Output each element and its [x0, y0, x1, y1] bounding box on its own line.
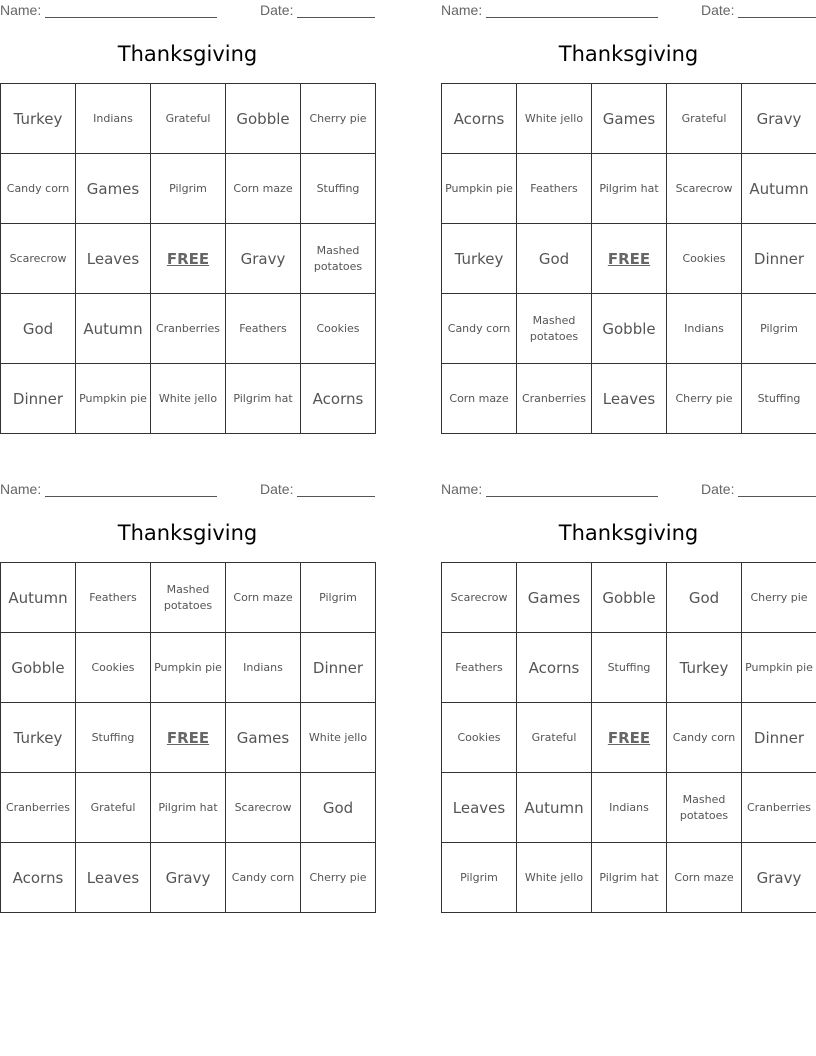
bingo-cell: White jello: [301, 703, 376, 773]
bingo-cell: Indians: [226, 633, 301, 703]
bingo-cell: Dinner: [742, 224, 816, 294]
bingo-cell: Gobble: [592, 563, 667, 633]
bingo-cell: Leaves: [76, 843, 151, 913]
date-label: Date:: [701, 2, 735, 18]
grid-row: [1, 563, 376, 633]
name-line: [486, 17, 658, 18]
bingo-cell: Gobble: [226, 84, 301, 154]
bingo-cell: Gravy: [742, 843, 816, 913]
grid-row: [1, 224, 376, 294]
grid-row: [1, 773, 376, 843]
date-label: Date:: [260, 2, 294, 18]
bingo-card: [0, 479, 375, 913]
grid-row: [442, 364, 816, 434]
bingo-cell: Turkey: [442, 224, 517, 294]
bingo-cell: Indians: [76, 84, 151, 154]
bingo-cell: Feathers: [226, 294, 301, 364]
bingo-cell: God: [1, 294, 76, 364]
bingo-cell: Pumpkin pie: [151, 633, 226, 703]
bingo-cell: God: [667, 563, 742, 633]
name-date-row: [441, 481, 816, 499]
bingo-cell: Pilgrim hat: [151, 773, 226, 843]
bingo-cell: Acorns: [517, 633, 592, 703]
bingo-cell: Turkey: [1, 84, 76, 154]
bingo-cell: Pilgrim hat: [226, 364, 301, 434]
name-date-row: [441, 2, 816, 20]
free-space: FREE: [592, 224, 667, 294]
bingo-cell: Grateful: [517, 703, 592, 773]
grid-row: [1, 364, 376, 434]
grid-row: [1, 703, 376, 773]
bingo-cell: Feathers: [76, 563, 151, 633]
date-line: [738, 17, 816, 18]
bingo-cell: Pilgrim hat: [592, 843, 667, 913]
bingo-cell: Stuffing: [592, 633, 667, 703]
bingo-cell: Pumpkin pie: [742, 633, 816, 703]
grid-row: [442, 563, 816, 633]
bingo-cell: Autumn: [1, 563, 76, 633]
free-space: FREE: [151, 703, 226, 773]
date-line: [738, 496, 816, 497]
card-title: Thanksgiving: [558, 42, 699, 66]
name-line: [486, 496, 658, 497]
bingo-card: [441, 0, 816, 434]
bingo-cell: Feathers: [442, 633, 517, 703]
date-line: [297, 496, 375, 497]
grid-row: [442, 84, 816, 154]
bingo-cell: Feathers: [517, 154, 592, 224]
bingo-cell: Gobble: [592, 294, 667, 364]
bingo-cell: Cranberries: [517, 364, 592, 434]
card-title: Thanksgiving: [558, 521, 699, 545]
card-title: Thanksgiving: [117, 42, 258, 66]
name-date-row: [0, 2, 375, 20]
bingo-cell: Candy corn: [1, 154, 76, 224]
bingo-cell: Acorns: [301, 364, 376, 434]
bingo-cell: Grateful: [151, 84, 226, 154]
bingo-card: [441, 479, 816, 913]
bingo-cell: Gravy: [226, 224, 301, 294]
bingo-cell: Corn maze: [226, 563, 301, 633]
bingo-cell: Pumpkin pie: [442, 154, 517, 224]
date-label: Date:: [701, 481, 735, 497]
bingo-cell: Corn maze: [226, 154, 301, 224]
name-label: Name:: [441, 481, 483, 497]
bingo-cell: Stuffing: [76, 703, 151, 773]
bingo-cell: Dinner: [1, 364, 76, 434]
bingo-cell: Cranberries: [1, 773, 76, 843]
bingo-cell: Dinner: [301, 633, 376, 703]
bingo-cell: Indians: [667, 294, 742, 364]
bingo-cell: Corn maze: [667, 843, 742, 913]
bingo-cell: Mashed potatoes: [301, 224, 376, 294]
bingo-cell: Pilgrim: [442, 843, 517, 913]
bingo-cell: Cherry pie: [742, 563, 816, 633]
bingo-cell: Acorns: [442, 84, 517, 154]
bingo-grid: [441, 562, 816, 913]
bingo-cell: Mashed potatoes: [151, 563, 226, 633]
bingo-cell: Stuffing: [301, 154, 376, 224]
bingo-cell: Candy corn: [226, 843, 301, 913]
grid-row: [442, 633, 816, 703]
bingo-cell: Scarecrow: [226, 773, 301, 843]
name-line: [45, 496, 217, 497]
bingo-cell: Pilgrim hat: [592, 154, 667, 224]
bingo-cell: Games: [592, 84, 667, 154]
bingo-cell: Scarecrow: [442, 563, 517, 633]
bingo-cell: Leaves: [76, 224, 151, 294]
bingo-cell: Games: [76, 154, 151, 224]
bingo-cell: Pilgrim: [301, 563, 376, 633]
bingo-cell: Cherry pie: [667, 364, 742, 434]
grid-row: [1, 294, 376, 364]
bingo-cell: Scarecrow: [1, 224, 76, 294]
grid-row: [442, 224, 816, 294]
bingo-card: [0, 0, 375, 434]
bingo-cell: Dinner: [742, 703, 816, 773]
bingo-cell: Grateful: [76, 773, 151, 843]
bingo-cell: Autumn: [517, 773, 592, 843]
bingo-cell: God: [517, 224, 592, 294]
bingo-cell: White jello: [517, 843, 592, 913]
bingo-cell: Cookies: [667, 224, 742, 294]
bingo-grid: [0, 562, 376, 913]
name-date-row: [0, 481, 375, 499]
bingo-cell: Pilgrim: [151, 154, 226, 224]
bingo-cell: Pilgrim: [742, 294, 816, 364]
bingo-cell: Turkey: [667, 633, 742, 703]
bingo-cell: Mashed potatoes: [517, 294, 592, 364]
bingo-cell: Leaves: [592, 364, 667, 434]
grid-row: [1, 633, 376, 703]
name-label: Name:: [0, 2, 42, 18]
bingo-cell: Cranberries: [742, 773, 816, 843]
bingo-cell: Grateful: [667, 84, 742, 154]
bingo-cell: White jello: [517, 84, 592, 154]
bingo-cell: Cookies: [442, 703, 517, 773]
bingo-cell: Candy corn: [442, 294, 517, 364]
bingo-cell: Autumn: [76, 294, 151, 364]
bingo-cell: Pumpkin pie: [76, 364, 151, 434]
bingo-cell: Games: [226, 703, 301, 773]
bingo-cell: Cookies: [76, 633, 151, 703]
bingo-cell: Gobble: [1, 633, 76, 703]
bingo-cell: Turkey: [1, 703, 76, 773]
name-label: Name:: [0, 481, 42, 497]
grid-row: [442, 703, 816, 773]
bingo-cell: Corn maze: [442, 364, 517, 434]
grid-row: [442, 154, 816, 224]
bingo-cell: Indians: [592, 773, 667, 843]
bingo-cell: Mashed potatoes: [667, 773, 742, 843]
bingo-cell: White jello: [151, 364, 226, 434]
name-label: Name:: [441, 2, 483, 18]
bingo-cell: Cherry pie: [301, 843, 376, 913]
bingo-cell: Acorns: [1, 843, 76, 913]
grid-row: [1, 843, 376, 913]
bingo-cell: Autumn: [742, 154, 816, 224]
card-title: Thanksgiving: [117, 521, 258, 545]
bingo-cell: Gravy: [151, 843, 226, 913]
grid-row: [1, 84, 376, 154]
grid-row: [442, 773, 816, 843]
bingo-cell: Cookies: [301, 294, 376, 364]
bingo-cell: God: [301, 773, 376, 843]
date-label: Date:: [260, 481, 294, 497]
name-line: [45, 17, 217, 18]
grid-row: [442, 843, 816, 913]
bingo-cell: Stuffing: [742, 364, 816, 434]
bingo-cell: Scarecrow: [667, 154, 742, 224]
date-line: [297, 17, 375, 18]
bingo-cell: Candy corn: [667, 703, 742, 773]
free-space: FREE: [151, 224, 226, 294]
bingo-cell: Leaves: [442, 773, 517, 843]
grid-row: [1, 154, 376, 224]
bingo-grid: [0, 83, 376, 434]
bingo-cell: Gravy: [742, 84, 816, 154]
bingo-grid: [441, 83, 816, 434]
free-space: FREE: [592, 703, 667, 773]
bingo-cell: Cherry pie: [301, 84, 376, 154]
bingo-cell: Games: [517, 563, 592, 633]
grid-row: [442, 294, 816, 364]
bingo-cell: Cranberries: [151, 294, 226, 364]
